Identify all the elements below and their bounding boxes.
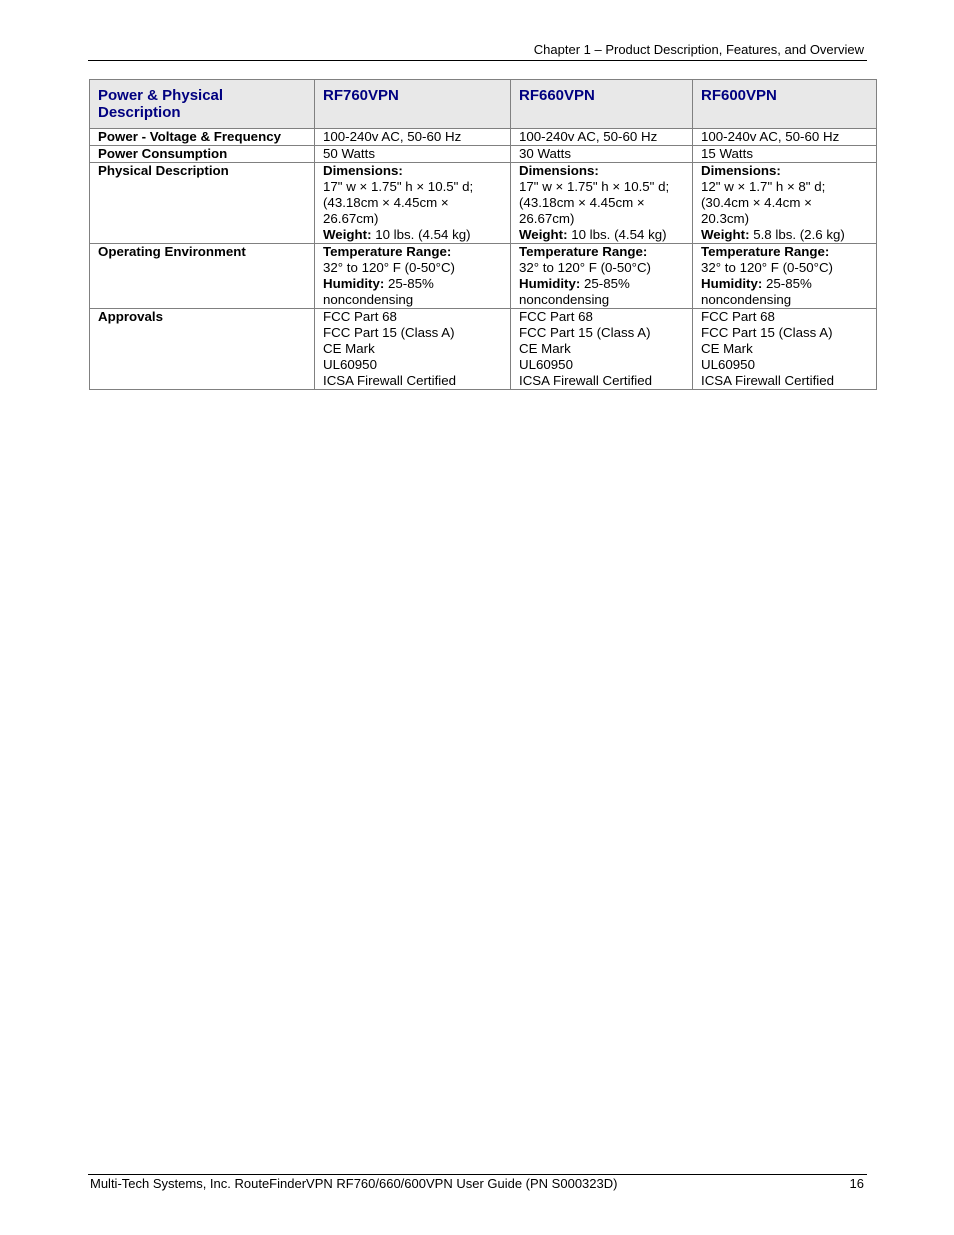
row-label-voltage-frequency: Power - Voltage & Frequency [90, 129, 315, 146]
approval-item: FCC Part 68 [701, 309, 775, 324]
cell-rf760vpn-power: 50 Watts [315, 146, 511, 163]
humidity-label: Humidity: [519, 276, 581, 291]
approval-item: CE Mark [323, 341, 375, 356]
humidity-line [701, 276, 868, 292]
column-header-rf660vpn: RF660VPN [511, 80, 693, 129]
humidity-condition: noncondensing [701, 292, 792, 307]
footer-document-title: Multi-Tech Systems, Inc. RouteFinderVPN RF760/660/600VPN User Guide (PN S000323D) [90, 1176, 618, 1191]
temperature-label: Temperature Range: [701, 244, 830, 259]
approval-item: FCC Part 68 [519, 309, 593, 324]
table-row [90, 146, 877, 163]
column-header-rf760vpn: RF760VPN [315, 80, 511, 129]
approval-item: ICSA Firewall Certified [519, 373, 653, 388]
dimensions-label: Dimensions: [323, 163, 403, 178]
cell-rf660vpn-physical [511, 163, 693, 244]
dimensions-imperial: 17" w × 1.75" h × 10.5" d; [323, 179, 474, 194]
approval-item: FCC Part 68 [323, 309, 397, 324]
humidity-value: 25-85% [762, 276, 812, 291]
humidity-line [519, 276, 684, 292]
row-label-power-consumption: Power Consumption [90, 146, 315, 163]
temperature-value: 32° to 120° F (0-50°C) [701, 260, 833, 275]
approval-item: UL60950 [323, 357, 377, 372]
approval-item: FCC Part 15 (Class A) [701, 325, 833, 340]
humidity-label: Humidity: [701, 276, 763, 291]
temperature-label: Temperature Range: [323, 244, 452, 259]
dimensions-label: Dimensions: [701, 163, 781, 178]
cell-rf760vpn-environment [315, 244, 511, 309]
cell-rf600vpn-power: 15 Watts [693, 146, 877, 163]
cell-rf660vpn-approvals [511, 309, 693, 390]
weight-value: 10 lbs. (4.54 kg) [567, 227, 667, 242]
dimensions-metric-1: (30.4cm × 4.4cm × [701, 195, 812, 210]
weight-label: Weight: [701, 227, 750, 242]
cell-rf760vpn-voltage: 100-240v AC, 50-60 Hz [315, 129, 511, 146]
power-physical-spec-table [89, 79, 877, 390]
approval-item: FCC Part 15 (Class A) [519, 325, 651, 340]
approval-item: ICSA Firewall Certified [323, 373, 457, 388]
humidity-value: 25-85% [580, 276, 630, 291]
row-label-approvals: Approvals [90, 309, 315, 390]
dimensions-metric-1: (43.18cm × 4.45cm × [323, 195, 449, 210]
table-row [90, 244, 877, 309]
approval-item: FCC Part 15 (Class A) [323, 325, 455, 340]
approval-item: UL60950 [701, 357, 755, 372]
footer-divider [88, 1174, 867, 1175]
cell-rf600vpn-physical [693, 163, 877, 244]
cell-rf760vpn-approvals [315, 309, 511, 390]
row-label-physical-description: Physical Description [90, 163, 315, 244]
column-header-category: Power & Physical Description [90, 80, 315, 129]
cell-rf600vpn-environment [693, 244, 877, 309]
cell-rf600vpn-approvals [693, 309, 877, 390]
humidity-condition: noncondensing [519, 292, 610, 307]
cell-rf660vpn-environment [511, 244, 693, 309]
table-row [90, 129, 877, 146]
dimensions-imperial: 17" w × 1.75" h × 10.5" d; [519, 179, 670, 194]
weight-line [519, 227, 684, 243]
humidity-condition: noncondensing [323, 292, 414, 307]
dimensions-metric-2: 20.3cm) [701, 211, 750, 226]
page-header-chapter: Chapter 1 – Product Description, Features, and Overview [533, 42, 864, 57]
dimensions-metric-2: 26.67cm) [519, 211, 575, 226]
column-header-rf600vpn: RF600VPN [693, 80, 877, 129]
footer-page-number: 16 [849, 1176, 864, 1191]
cell-rf660vpn-voltage: 100-240v AC, 50-60 Hz [511, 129, 693, 146]
header-divider [88, 60, 867, 61]
approval-item: UL60950 [519, 357, 573, 372]
row-label-operating-environment: Operating Environment [90, 244, 315, 309]
weight-label: Weight: [519, 227, 568, 242]
humidity-value: 25-85% [384, 276, 434, 291]
cell-rf660vpn-power: 30 Watts [511, 146, 693, 163]
humidity-label: Humidity: [323, 276, 385, 291]
humidity-line [323, 276, 502, 292]
cell-rf760vpn-physical [315, 163, 511, 244]
table-header-row [90, 80, 877, 129]
dimensions-metric-2: 26.67cm) [323, 211, 379, 226]
temperature-value: 32° to 120° F (0-50°C) [519, 260, 651, 275]
weight-label: Weight: [323, 227, 372, 242]
dimensions-imperial: 12" w × 1.7" h × 8" d; [701, 179, 826, 194]
cell-rf600vpn-voltage: 100-240v AC, 50-60 Hz [693, 129, 877, 146]
weight-value: 10 lbs. (4.54 kg) [371, 227, 471, 242]
approval-item: ICSA Firewall Certified [701, 373, 835, 388]
table-row [90, 309, 877, 390]
dimensions-metric-1: (43.18cm × 4.45cm × [519, 195, 645, 210]
weight-line [323, 227, 502, 243]
temperature-value: 32° to 120° F (0-50°C) [323, 260, 455, 275]
approval-item: CE Mark [519, 341, 571, 356]
weight-value: 5.8 lbs. (2.6 kg) [749, 227, 845, 242]
weight-line [701, 227, 868, 243]
table-row [90, 163, 877, 244]
approval-item: CE Mark [701, 341, 753, 356]
temperature-label: Temperature Range: [519, 244, 648, 259]
dimensions-label: Dimensions: [519, 163, 599, 178]
